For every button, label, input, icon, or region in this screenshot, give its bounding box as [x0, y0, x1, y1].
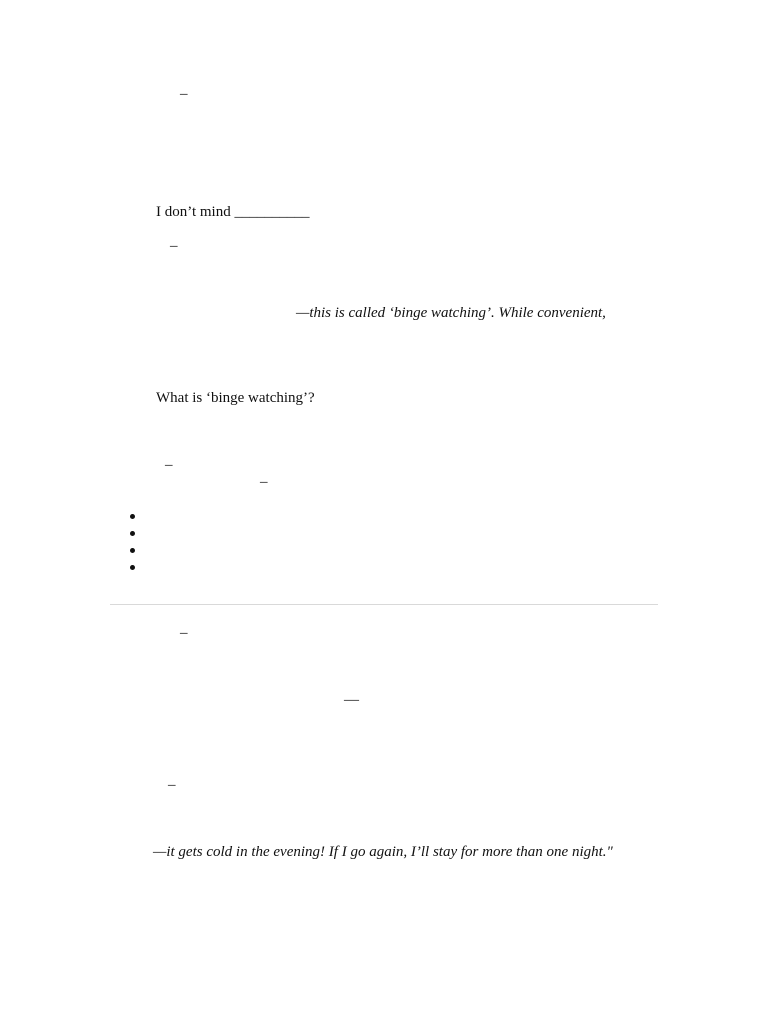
dash-mark: – [180, 625, 188, 641]
dash-mark: – [260, 474, 268, 490]
dash-mark: – [180, 86, 188, 102]
horizontal-divider [110, 604, 658, 605]
closing-sentence: —it gets cold in the evening! If I go again, I’ll stay for more than one night." [153, 844, 613, 860]
binge-watching-sentence: —this is called ‘binge watching’. While convenient, [296, 305, 606, 321]
dash-mark: – [165, 457, 173, 473]
dash-mark: – [168, 777, 176, 793]
fill-in-prompt: I don’t mind __________ [156, 204, 310, 220]
binge-watching-question: What is ‘binge watching’? [156, 390, 315, 406]
em-dash-mark: — [344, 692, 359, 708]
dash-mark: – [170, 238, 178, 254]
